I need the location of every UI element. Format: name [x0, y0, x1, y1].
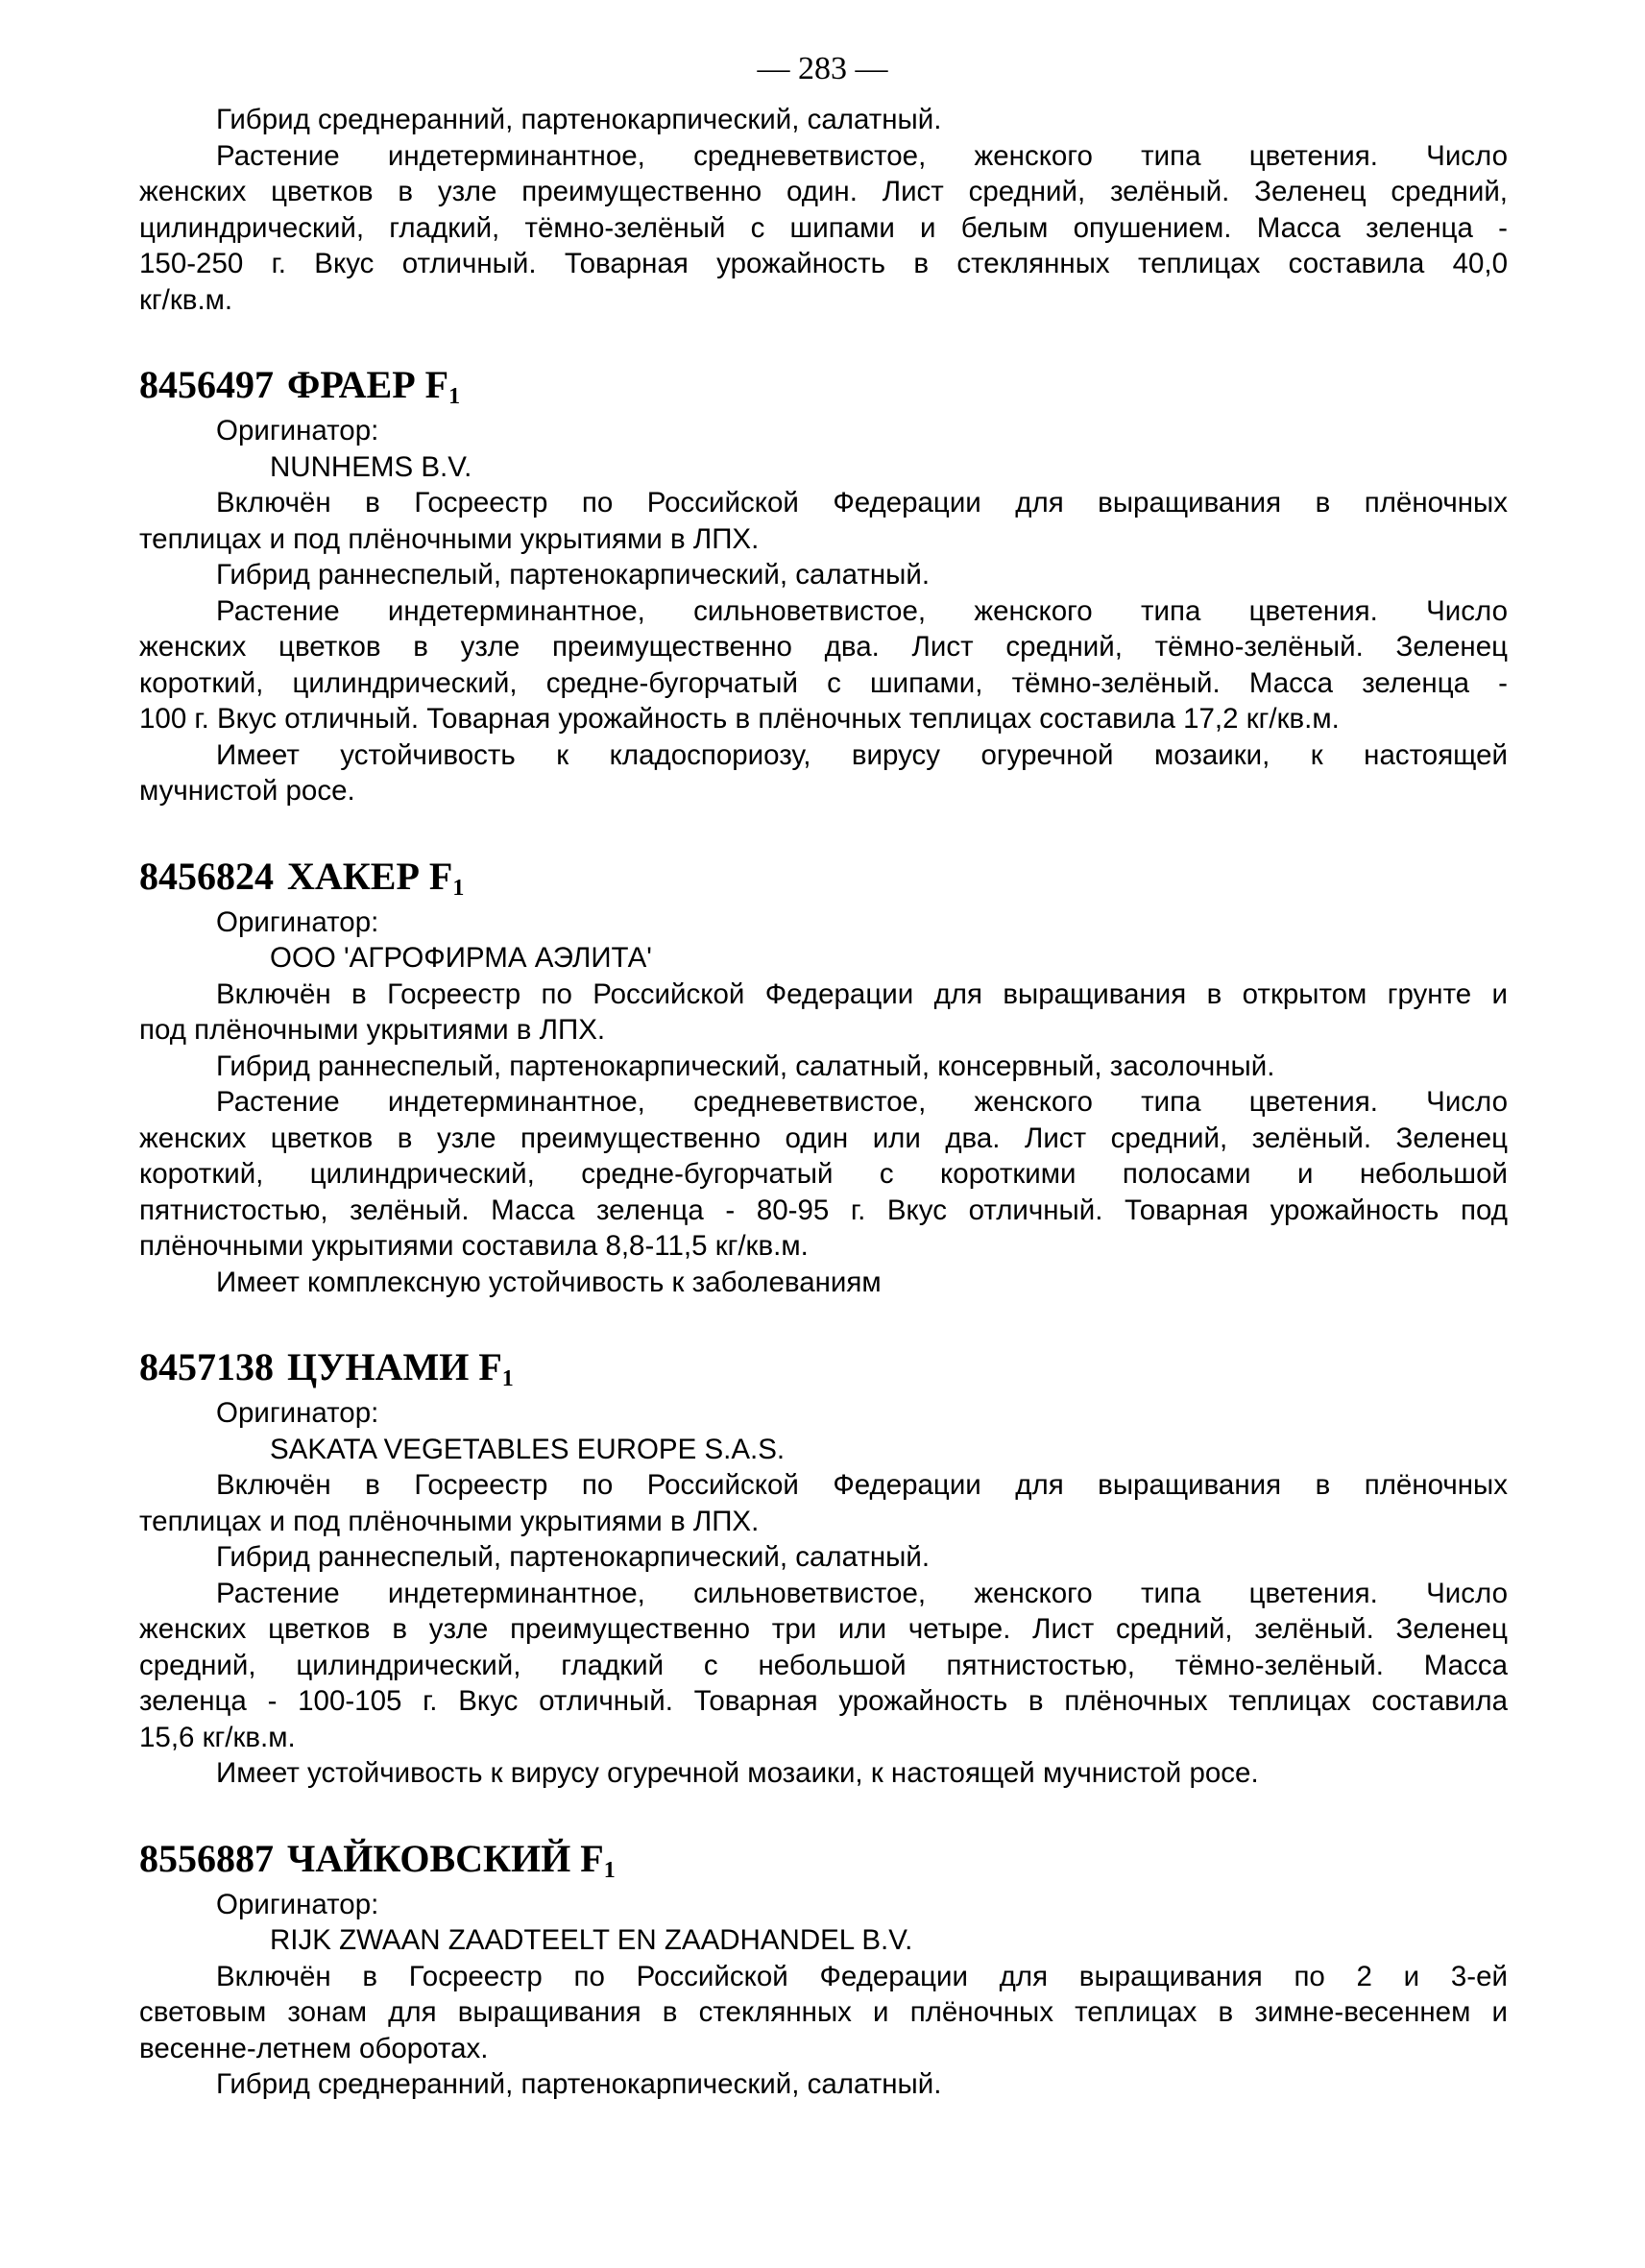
paragraph-line: теплицах и под плёночными укрытиями в ЛПХ.	[139, 1505, 760, 1537]
variety-generation: 1	[448, 384, 461, 409]
originator-name: SAKATA VEGETABLES EUROPE S.A.S.	[270, 1433, 786, 1465]
paragraph-line: мучнистой росе.	[139, 775, 355, 807]
paragraph-line: Включён в Госреестр по Российской Федерации для выращивания в плёночных	[216, 1469, 1508, 1501]
variety-name: ХАКЕР F	[287, 854, 453, 898]
paragraph-line: цилиндрический, гладкий, тёмно-зелёный с шипами и белым опушением. Масса зеленца -	[139, 211, 1508, 244]
originator-label: Оригинатор:	[216, 905, 379, 938]
paragraph-line: Растение индетерминантное, средневетвистое, женского типа цветения. Число	[216, 139, 1508, 172]
paragraph-line: Включён в Госреестр по Российской Федерации для выращивания в открытом грунте и	[216, 977, 1508, 1010]
originator-name: NUNHEMS B.V.	[270, 450, 472, 483]
paragraph-line: Имеет комплексную устойчивость к заболеваниям	[216, 1266, 882, 1298]
variety-heading	[139, 854, 1508, 900]
paragraph-line: Имеет устойчивость к вирусу огуречной мозаики, к настоящей мучнистой росе.	[216, 1757, 1259, 1789]
paragraph-line: женских цветков в узле преимущественно два. Лист средний, тёмно-зелёный. Зеленец	[139, 631, 1508, 663]
paragraph-line: световым зонам для выращивания в стеклянных и плёночных теплицах в зимне-весеннем и	[139, 1996, 1508, 2028]
paragraph-line: Растение индетерминантное, средневетвистое, женского типа цветения. Число	[216, 1086, 1508, 1118]
variety-generation: 1	[603, 1857, 616, 1883]
variety-heading	[139, 362, 1508, 408]
paragraph-line: Имеет устойчивость к кладоспориозу, вирусу огуречной мозаики, к настоящей	[216, 738, 1508, 771]
paragraph-line: Гибрид раннеспелый, партенокарпический, салатный, консервный, засолочный.	[216, 1050, 1275, 1082]
variety-generation: 1	[452, 875, 465, 901]
paragraph-line: Гибрид раннеспелый, партенокарпический, салатный.	[216, 1541, 931, 1573]
paragraph-line: Растение индетерминантное, сильноветвистое, женского типа цветения. Число	[216, 594, 1508, 627]
variety-code: 8556887	[139, 1836, 274, 1880]
variety-generation: 1	[501, 1366, 514, 1391]
variety-heading	[139, 1344, 1508, 1390]
paragraph-line: Гибрид раннеспелый, партенокарпический, салатный.	[216, 559, 931, 591]
originator-label: Оригинатор:	[216, 1888, 379, 1920]
paragraph-line: 100 г. Вкус отличный. Товарная урожайность в плёночных теплицах составила 17,2 кг/кв.м.	[139, 703, 1340, 735]
paragraph-line: короткий, цилиндрический, средне-бугорчатый с короткими полосами и небольшой	[139, 1158, 1508, 1190]
variety-code: 8456824	[139, 854, 274, 898]
variety-name: ФРАЕР F	[287, 363, 449, 406]
originator-label: Оригинатор:	[216, 1397, 379, 1429]
paragraph-line: женских цветков в узле преимущественно один или два. Лист средний, зелёный. Зеленец	[139, 1122, 1508, 1154]
paragraph-line: Включён в Госреестр по Российской Федерации для выращивания по 2 и 3-ей	[216, 1960, 1508, 1992]
originator-name: RIJK ZWAAN ZAADTEELT EN ZAADHANDEL B.V.	[270, 1924, 913, 1956]
paragraph-line: Включён в Госреестр по Российской Федерации для выращивания в плёночных	[216, 487, 1508, 519]
paragraph-line: Гибрид среднеранний, партенокарпический, салатный.	[216, 104, 942, 135]
paragraph-line: женских цветков в узле преимущественно один. Лист средний, зелёный. Зеленец средний,	[139, 176, 1508, 207]
paragraph-line: Гибрид среднеранний, партенокарпический, салатный.	[216, 2068, 942, 2100]
originator-label: Оригинатор:	[216, 415, 379, 446]
paragraph-line: весенне-летнем оборотах.	[139, 2032, 489, 2064]
variety-name: ЦУНАМИ F	[287, 1345, 502, 1388]
variety-name: ЧАЙКОВСКИЙ F	[287, 1836, 604, 1880]
variety-heading	[139, 1836, 1508, 1882]
paragraph-line: плёночными укрытиями составила 8,8-11,5 кг/кв.м.	[139, 1230, 809, 1262]
paragraph-line: средний, цилиндрический, гладкий с небольшой пятнистостью, тёмно-зелёный. Масса	[139, 1649, 1508, 1681]
paragraph-line: под плёночными укрытиями в ЛПХ.	[139, 1014, 606, 1046]
originator-name: ООО 'АГРОФИРМА АЭЛИТА'	[270, 942, 652, 974]
paragraph-line: теплицах и под плёночными укрытиями в ЛПХ.	[139, 522, 760, 555]
paragraph-line: короткий, цилиндрический, средне-бугорчатый с шипами, тёмно-зелёный. Масса зеленца -	[139, 666, 1508, 699]
paragraph-line: женских цветков в узле преимущественно три или четыре. Лист средний, зелёный. Зеленец	[139, 1613, 1508, 1645]
paragraph-line: Растение индетерминантное, сильноветвистое, женского типа цветения. Число	[216, 1577, 1508, 1609]
paragraph-line: кг/кв.м.	[139, 283, 233, 316]
document-body	[139, 102, 1508, 2103]
page-number: — 283 —	[757, 51, 888, 86]
paragraph-line: пятнистостью, зелёный. Масса зеленца - 80-95 г. Вкус отличный. Товарная урожайность под	[139, 1194, 1508, 1226]
paragraph-line: 150-250 г. Вкус отличный. Товарная урожайность в стеклянных теплицах составила 40,0	[139, 248, 1508, 279]
paragraph-line: зеленца - 100-105 г. Вкус отличный. Товарная урожайность в плёночных теплицах составила	[139, 1685, 1508, 1717]
variety-code: 8456497	[139, 363, 274, 406]
variety-code: 8457138	[139, 1345, 274, 1388]
paragraph-line: 15,6 кг/кв.м.	[139, 1721, 296, 1753]
